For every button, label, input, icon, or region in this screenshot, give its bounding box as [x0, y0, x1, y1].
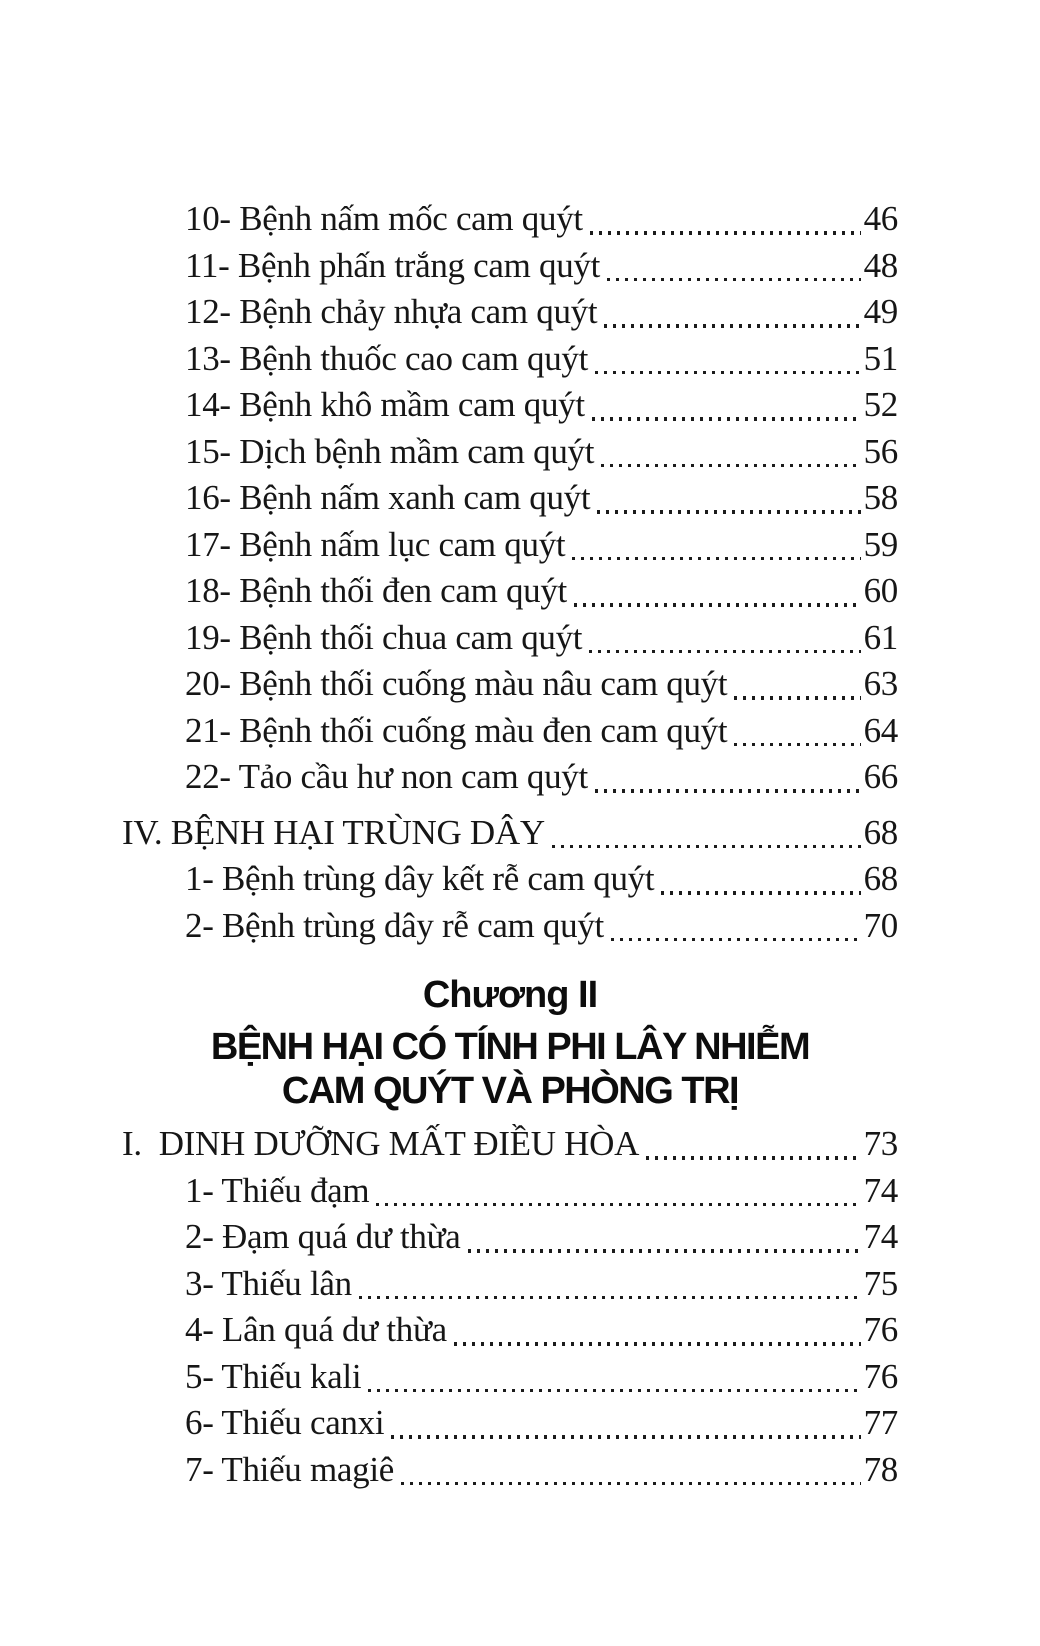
- toc-entry-page: 76: [863, 1356, 898, 1396]
- toc-entry-page: 74: [863, 1217, 898, 1256]
- toc-entry-label: 21- Bệnh thối cuống màu đen cam quýt: [185, 710, 728, 750]
- dot-leader: [585, 382, 864, 429]
- toc-entry-label: 15- Dịch bệnh mầm cam quýt: [185, 431, 595, 471]
- toc-entry-label: IV. BỆNH HẠI TRÙNG DÂY: [122, 812, 545, 852]
- toc-entry-page: 70: [863, 905, 898, 945]
- toc-entry: [122, 475, 898, 522]
- toc-entry-page: 77: [863, 1403, 898, 1442]
- toc-entry-page: 78: [863, 1449, 898, 1489]
- toc-entry: [122, 810, 898, 857]
- toc-entry: [122, 429, 898, 476]
- toc-entry: [122, 708, 898, 755]
- toc-entry: [122, 522, 898, 569]
- dot-leader: [594, 429, 863, 476]
- toc-entry-page: 60: [863, 571, 898, 610]
- dot-leader: [447, 1307, 864, 1354]
- toc-entry: [122, 1214, 898, 1261]
- dot-leader: [588, 754, 864, 801]
- toc-entry: [122, 1168, 898, 1215]
- toc-entry: [122, 1400, 898, 1447]
- toc-entry-page: 58: [863, 478, 898, 517]
- toc-entry-label: 1- Thiếu đạm: [185, 1170, 370, 1210]
- dot-leader: [352, 1261, 864, 1308]
- dot-leader: [590, 475, 863, 522]
- toc-entry-label: 19- Bệnh thối chua cam quýt: [185, 617, 583, 657]
- dot-leader: [588, 336, 864, 383]
- toc-part1: [122, 196, 898, 949]
- dot-leader: [384, 1400, 863, 1447]
- toc-entry: [122, 289, 898, 336]
- dot-leader: [369, 1168, 863, 1215]
- toc-entry-label: 1- Bệnh trùng dây kết rễ cam quýt: [185, 859, 655, 898]
- toc-entry-page: 56: [863, 431, 898, 471]
- toc-entry-page: 59: [863, 524, 898, 564]
- toc-entry-page: 74: [863, 1170, 898, 1210]
- toc-entry-label: 2- Đạm quá dư thừa: [185, 1217, 461, 1256]
- toc-entry-label: 4- Lân quá dư thừa: [185, 1310, 447, 1349]
- toc-entry: [122, 1261, 898, 1308]
- toc-entry-label: 22- Tảo cầu hư non cam quýt: [185, 757, 588, 796]
- toc-entry-page: 76: [863, 1310, 898, 1349]
- chapter-heading: [122, 972, 898, 1113]
- dot-leader: [604, 903, 864, 950]
- toc-entry: [122, 568, 898, 615]
- dot-leader: [361, 1354, 863, 1401]
- toc-entry: [122, 903, 898, 950]
- toc-entry-label: 2- Bệnh trùng dây rễ cam quýt: [185, 905, 604, 945]
- dot-leader: [600, 243, 864, 290]
- toc-entry: [122, 1354, 898, 1401]
- toc-entry-page: 46: [863, 199, 898, 238]
- toc-entry-page: 73: [863, 1124, 898, 1163]
- toc-entry-label: 7- Thiếu magiê: [185, 1449, 394, 1489]
- toc-entry-label: 3- Thiếu lân: [185, 1263, 352, 1303]
- dot-leader: [567, 568, 864, 615]
- dot-leader: [545, 810, 864, 857]
- toc-entry: [122, 856, 898, 903]
- dot-leader: [639, 1121, 863, 1168]
- toc-entry-label: 5- Thiếu kali: [185, 1356, 362, 1396]
- toc-entry-label: 17- Bệnh nấm lục cam quýt: [185, 524, 566, 564]
- chapter-number: Chương II: [422, 974, 598, 1016]
- toc-entry-label: 16- Bệnh nấm xanh cam quýt: [185, 478, 591, 517]
- toc-entry: [122, 336, 898, 383]
- toc-entry-page: 52: [863, 385, 898, 424]
- chapter-title-line2: CAM QUÝT VÀ PHÒNG TRỊ: [281, 1070, 739, 1112]
- toc-entry-page: 51: [863, 338, 898, 378]
- toc-entry-label: 14- Bệnh khô mầm cam quýt: [185, 385, 585, 424]
- dot-leader: [582, 615, 863, 662]
- dot-leader: [461, 1214, 864, 1261]
- toc-entry-page: 64: [863, 710, 898, 750]
- dot-leader: [654, 856, 863, 903]
- toc-entry-label: I. DINH DƯỠNG MẤT ĐIỀU HÒA: [122, 1124, 640, 1163]
- toc-entry-page: 49: [863, 292, 898, 331]
- toc-entry: [122, 754, 898, 801]
- dot-leader: [565, 522, 863, 569]
- chapter-title-line1: BỆNH HẠI CÓ TÍNH PHI LÂY NHIỄM: [210, 1026, 810, 1068]
- toc-entry: [122, 615, 898, 662]
- toc-entry-label: 10- Bệnh nấm mốc cam quýt: [185, 199, 583, 238]
- dot-leader: [394, 1447, 864, 1494]
- toc-entry: [122, 243, 898, 290]
- toc-entry-label: 13- Bệnh thuốc cao cam quýt: [185, 338, 589, 378]
- toc-part2: [122, 1121, 898, 1493]
- toc-entry-label: 20- Bệnh thối cuống màu nâu cam quýt: [185, 664, 728, 703]
- toc-entry-page: 63: [863, 664, 898, 703]
- toc-entry-label: 6- Thiếu canxi: [185, 1403, 385, 1442]
- toc-entry: [122, 1121, 898, 1168]
- toc-entry-label: 11- Bệnh phấn trắng cam quýt: [185, 245, 601, 285]
- toc-entry-page: 61: [863, 617, 898, 657]
- toc-entry: [122, 661, 898, 708]
- toc-entry-page: 66: [863, 757, 898, 796]
- toc-entry-page: 68: [863, 859, 898, 898]
- toc-entry-label: 12- Bệnh chảy nhựa cam quýt: [185, 292, 598, 331]
- dot-leader: [597, 289, 863, 336]
- toc-entry: [122, 1307, 898, 1354]
- toc-entry-label: 18- Bệnh thối đen cam quýt: [185, 571, 567, 610]
- dot-leader: [727, 661, 863, 708]
- toc-entry-page: 68: [863, 812, 898, 852]
- toc-entry: [122, 382, 898, 429]
- toc-entry-page: 48: [863, 245, 898, 285]
- dot-leader: [727, 708, 863, 755]
- toc-entry: [122, 196, 898, 243]
- dot-leader: [583, 196, 864, 243]
- toc-entry: [122, 1447, 898, 1494]
- toc-entry-page: 75: [863, 1263, 898, 1303]
